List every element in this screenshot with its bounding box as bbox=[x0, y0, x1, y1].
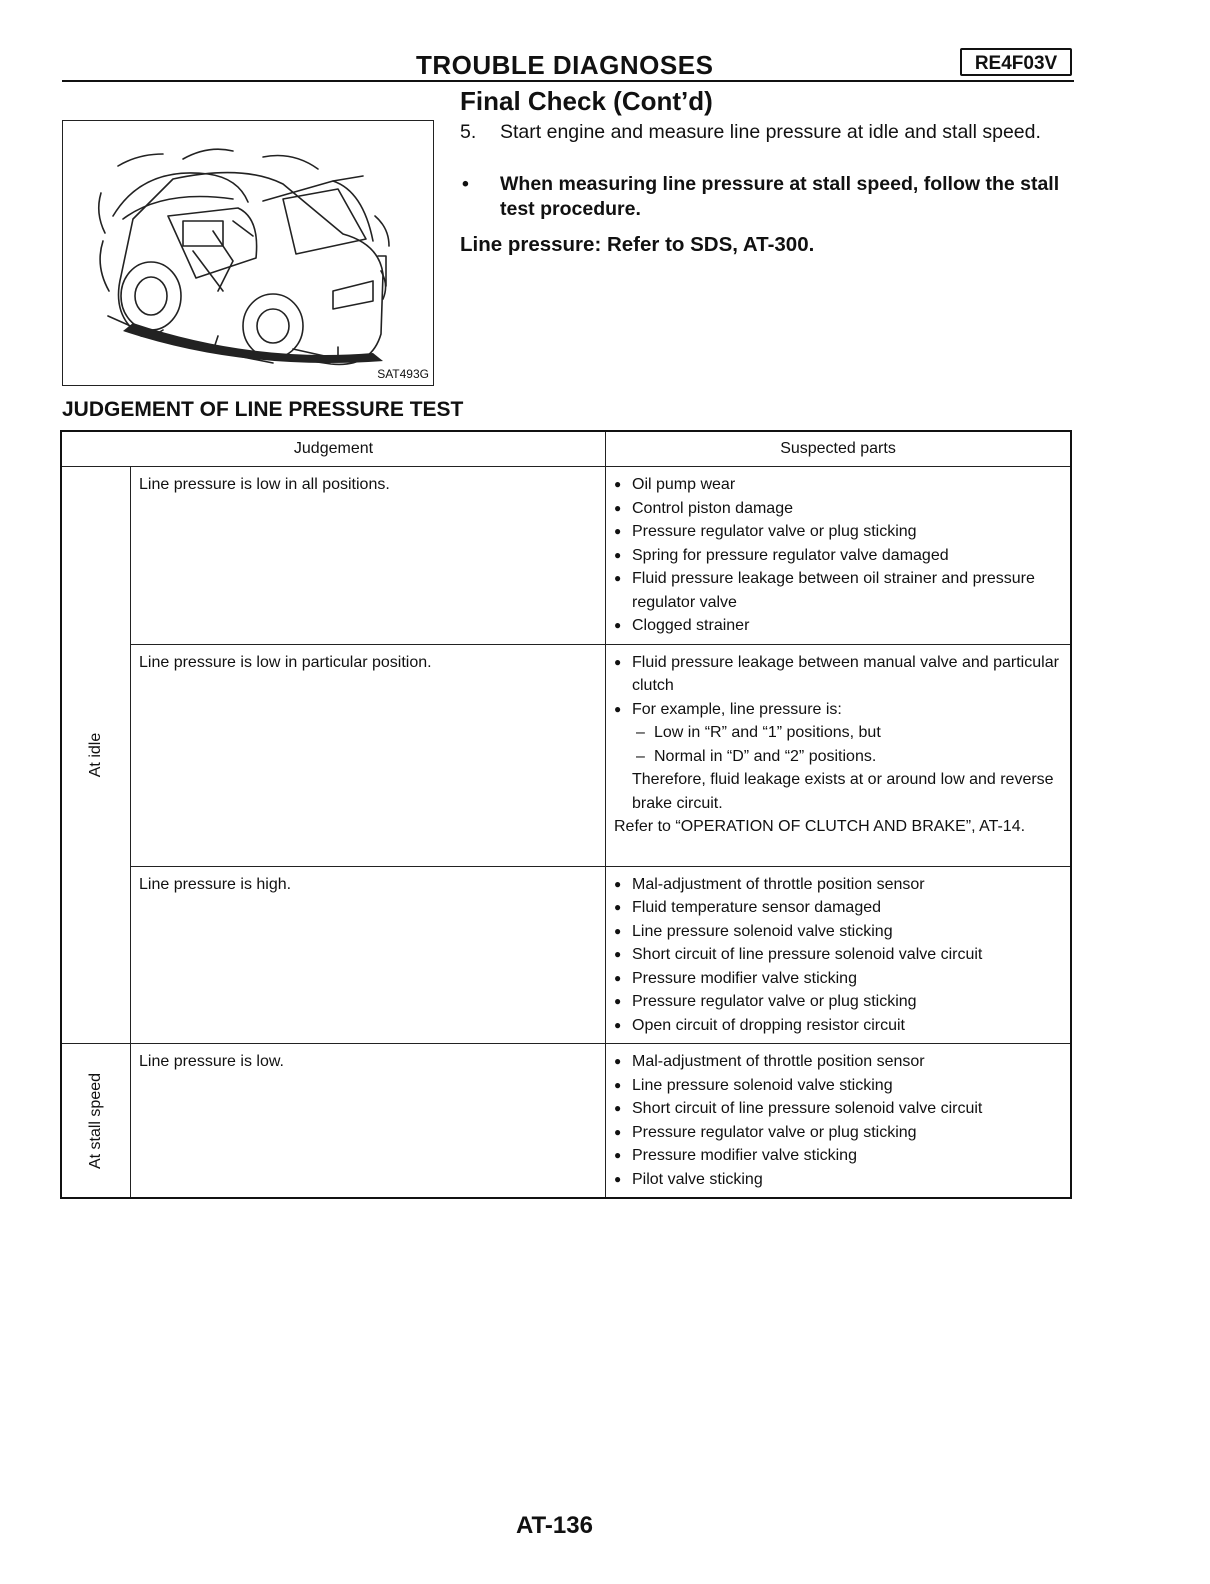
page-header-title: TROUBLE DIAGNOSES bbox=[416, 50, 714, 80]
figure-code: SAT493G bbox=[377, 367, 429, 381]
list-item: ● Control piston damage bbox=[614, 497, 1064, 521]
col-parts-header: Suspected parts bbox=[606, 431, 1072, 467]
list-item: ● For example, line pressure is: bbox=[614, 698, 1064, 722]
section-title: Final Check (Cont’d) bbox=[460, 86, 713, 116]
list-item: ● Spring for pressure regulator valve damaged bbox=[614, 544, 1064, 568]
judgement-table bbox=[60, 430, 1072, 1199]
header-rule bbox=[62, 80, 1074, 82]
list-item: ● Mal-adjustment of throttle position sensor bbox=[614, 1050, 1064, 1074]
condition-idle-label: At idle bbox=[87, 732, 104, 778]
figure-car-illustration bbox=[62, 120, 434, 386]
example-normal: – Normal in “D” and “2” positions. bbox=[632, 745, 1064, 769]
list-item: ● Line pressure solenoid valve sticking bbox=[614, 1074, 1064, 1098]
table-row bbox=[61, 1044, 1071, 1199]
table-row bbox=[61, 644, 1071, 866]
judgement-cell: Line pressure is low in particular position. bbox=[131, 644, 606, 866]
list-item: ● Clogged strainer bbox=[614, 614, 1064, 638]
reference-note: Refer to “OPERATION OF CLUTCH AND BRAKE”, AT-14. bbox=[614, 818, 1026, 835]
judgement-cell: Line pressure is high. bbox=[131, 866, 606, 1044]
list-item: ● Pressure modifier valve sticking bbox=[614, 967, 1064, 991]
bullet-note bbox=[460, 172, 1076, 222]
list-item: ● Short circuit of line pressure solenoid valve circuit bbox=[614, 943, 1064, 967]
condition-stall-label: At stall speed bbox=[87, 1072, 104, 1169]
page-number: AT-136 bbox=[516, 1512, 593, 1539]
list-item: ● Oil pump wear bbox=[614, 473, 1064, 497]
list-item: ● Fluid pressure leakage between oil strainer and pressure regulator valve bbox=[614, 567, 1064, 614]
list-item: ● Short circuit of line pressure solenoid valve circuit bbox=[614, 1097, 1064, 1121]
step-text: Start engine and measure line pressure at idle and stall speed. bbox=[500, 121, 1041, 143]
list-item: ● Pressure regulator valve or plug sticking bbox=[614, 1121, 1064, 1145]
table-row bbox=[61, 866, 1071, 1044]
judgement-cell: Line pressure is low in all positions. bbox=[131, 467, 606, 645]
list-item: ● Line pressure solenoid valve sticking bbox=[614, 920, 1064, 944]
list-item: ● Mal-adjustment of throttle position sensor bbox=[614, 873, 1064, 897]
table-heading: JUDGEMENT OF LINE PRESSURE TEST bbox=[62, 398, 464, 421]
list-item: ● Fluid temperature sensor damaged bbox=[614, 896, 1064, 920]
example-conclusion: Therefore, fluid leakage exists at or around low and reverse brake circuit. bbox=[632, 771, 1054, 812]
spec-line: Line pressure: Refer to SDS, AT-300. bbox=[460, 233, 815, 256]
col-judgement-header: Judgement bbox=[61, 431, 606, 467]
list-item: ● Open circuit of dropping resistor circuit bbox=[614, 1014, 1064, 1038]
step-number: 5. bbox=[460, 121, 477, 143]
parts-cell bbox=[606, 467, 1072, 645]
judgement-cell: Line pressure is low. bbox=[131, 1044, 606, 1199]
condition-idle-cell bbox=[61, 467, 131, 1044]
list-item: ● Pressure regulator valve or plug sticking bbox=[614, 520, 1064, 544]
parts-cell bbox=[606, 1044, 1072, 1199]
table-row bbox=[61, 467, 1071, 645]
list-item: ● Pilot valve sticking bbox=[614, 1168, 1064, 1192]
list-item: ● Pressure modifier valve sticking bbox=[614, 1144, 1064, 1168]
car-hood-open-illustration bbox=[63, 121, 433, 385]
model-code-box: RE4F03V bbox=[960, 48, 1072, 76]
condition-stall-cell bbox=[61, 1044, 131, 1199]
parts-cell bbox=[606, 644, 1072, 866]
parts-cell bbox=[606, 866, 1072, 1044]
bullet-text: When measuring line pressure at stall speed, follow the stall test procedure. bbox=[500, 173, 1060, 220]
list-item: ● Pressure regulator valve or plug sticking bbox=[614, 990, 1064, 1014]
list-item: ● Fluid pressure leakage between manual valve and particular clutch bbox=[614, 651, 1064, 698]
table-header-row bbox=[61, 431, 1071, 467]
step-5 bbox=[460, 120, 1076, 145]
bullet-mark: • bbox=[462, 173, 469, 195]
example-details bbox=[614, 721, 1064, 815]
example-low: – Low in “R” and “1” positions, but bbox=[632, 721, 1064, 745]
